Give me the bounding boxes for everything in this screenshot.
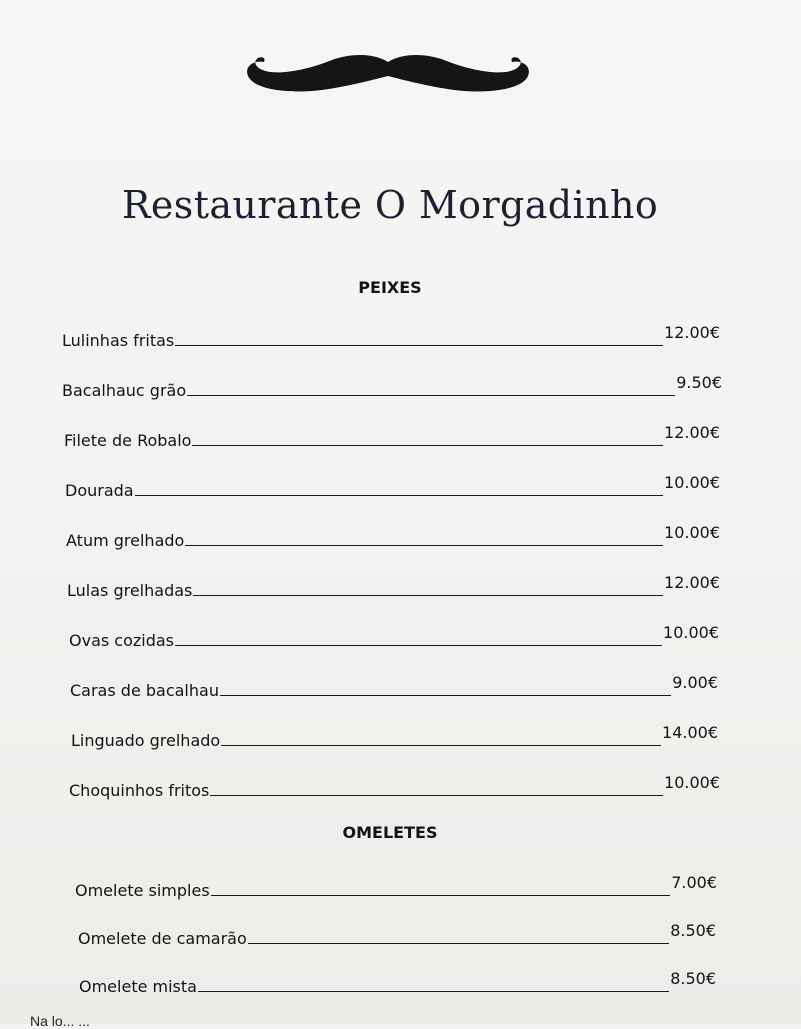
menu-item-name: Omelete mista [79,977,197,996]
dotted-leader-line [135,495,663,496]
menu-item-price: 10.00€ [664,523,720,542]
dotted-leader-line [185,545,663,546]
menu-item-row [64,423,720,450]
menu-item-price: 10.00€ [663,623,719,642]
menu-item-row [65,473,720,500]
menu-item-row [79,969,716,996]
dotted-leader-line [211,895,671,896]
footer-note-cropped: Na lo... ... [30,1013,90,1029]
menu-item-name: Omelete simples [75,881,210,900]
menu-item-row [69,623,719,650]
dotted-leader-line [175,645,662,646]
menu-item-name: Dourada [65,481,134,500]
dotted-leader-line [198,991,669,992]
menu-item-row [71,723,718,750]
menu-item-name: Lulas grelhadas [67,581,193,600]
menu-item-row [70,673,718,700]
menu-item-price: 12.00€ [664,423,720,442]
menu-item-name: Ovas cozidas [69,631,175,650]
section-heading-omeletes: OMELETES [342,823,438,842]
dotted-leader-line [221,745,661,746]
menu-item-name: Filete de Robalo [64,431,192,450]
menu-item-row [69,773,720,800]
dotted-leader-line [248,943,669,944]
menu-item-name: Omelete de camarão [78,929,247,948]
menu-item-name: Linguado grelhado [71,731,221,750]
dotted-leader-line [220,695,671,696]
menu-item-price: 8.50€ [670,921,716,940]
section-heading-peixes: PEIXES [358,278,422,297]
menu-item-name: Choquinhos fritos [69,781,210,800]
dotted-leader-line [192,445,663,446]
menu-item-row [67,573,720,600]
menu-item-name: Caras de bacalhau [70,681,219,700]
menu-item-name: Atum grelhado [66,531,185,550]
menu-item-price: 12.00€ [664,323,720,342]
menu-item-price: 10.00€ [664,773,720,792]
menu-item-price: 7.00€ [671,873,717,892]
dotted-leader-line [193,595,663,596]
dotted-leader-line [187,395,675,396]
menu-item-price: 10.00€ [664,473,720,492]
menu-item-row [66,523,720,550]
menu-item-price: 8.50€ [670,969,716,988]
menu-item-name: Bacalhauc grão [62,381,187,400]
restaurant-title: Restaurante O Morgadinho [121,183,659,227]
menu-item-price: 14.00€ [662,723,718,742]
menu-item-row [62,373,722,400]
mustache-logo [240,48,536,100]
menu-item-row [62,323,720,350]
menu-item-row [78,921,716,948]
menu-item-price: 12.00€ [664,573,720,592]
menu-item-name: Lulinhas fritas [62,331,175,350]
dotted-leader-line [210,795,663,796]
dotted-leader-line [175,345,663,346]
menu-item-price: 9.50€ [676,373,722,392]
menu-item-price: 9.00€ [672,673,718,692]
menu-item-row [75,873,717,900]
